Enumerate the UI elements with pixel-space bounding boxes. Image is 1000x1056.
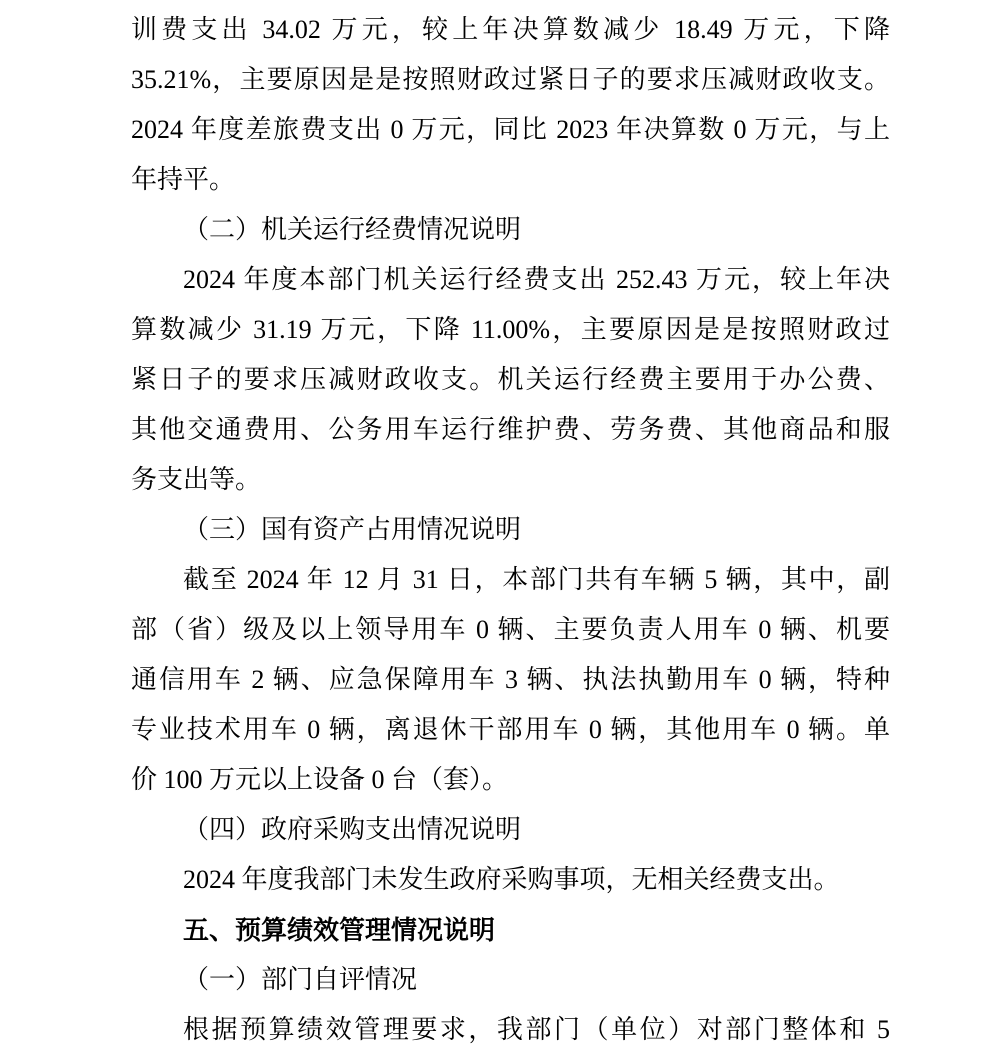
subsection-heading: （四）政府采购支出情况说明 [183,815,522,844]
document-line: 年持平。 [131,165,236,194]
subsection-heading: （一）部门自评情况 [183,965,418,994]
document-line: 其他交通费用、公务用车运行维护费、劳务费、其他商品和服 [131,415,890,444]
document-line: 2024 年度我部门未发生政府采购事项，无相关经费支出。 [183,865,840,894]
document-line: 专业技术用车 0 辆，离退休干部用车 0 辆，其他用车 0 辆。单 [131,715,890,744]
document-line: 务支出等。 [131,465,262,494]
document-line: 算数减少 31.19 万元，下降 11.00%，主要原因是是按照财政过 [131,315,890,344]
document-line: 价 100 万元以上设备 0 台（套）。 [131,765,509,794]
document-line: 根据预算绩效管理要求，我部门（单位）对部门整体和 5 [183,1015,890,1044]
document-line: 截至 2024 年 12 月 31 日，本部门共有车辆 5 辆，其中，副 [183,565,890,594]
subsection-heading: （二）机关运行经费情况说明 [183,215,522,244]
document-line: 35.21%，主要原因是是按照财政过紧日子的要求压减财政收支。 [131,65,890,94]
section-heading: 五、预算绩效管理情况说明 [183,915,496,945]
document-line: 2024 年度本部门机关运行经费支出 252.43 万元，较上年决 [183,265,890,294]
document-line: 训费支出 34.02 万元，较上年决算数减少 18.49 万元，下降 [131,15,890,44]
document-line: 2024 年度差旅费支出 0 万元，同比 2023 年决算数 0 万元，与上 [131,115,890,144]
document-line: 通信用车 2 辆、应急保障用车 3 辆、执法执勤用车 0 辆，特种 [131,665,890,694]
document-line: 部（省）级及以上领导用车 0 辆、主要负责人用车 0 辆、机要 [131,615,890,644]
document-line: 紧日子的要求压减财政收支。机关运行经费主要用于办公费、 [131,365,890,394]
subsection-heading: （三）国有资产占用情况说明 [183,515,522,544]
